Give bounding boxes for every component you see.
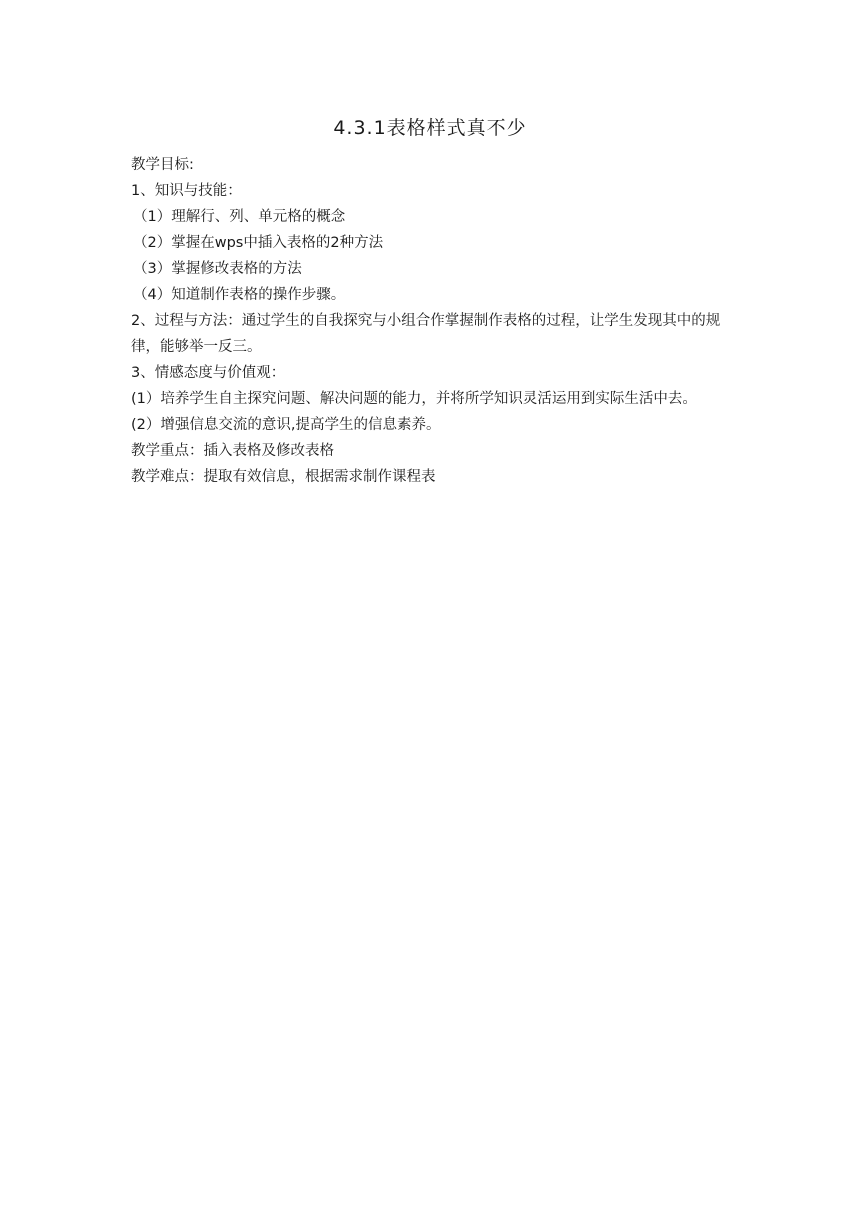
knowledge-item-2: （2）掌握在wps中插入表格的2种方法 xyxy=(133,235,384,251)
teaching-difficulty: 教学难点：提取有效信息，根据需求制作课程表 xyxy=(131,469,436,485)
document-body xyxy=(131,152,743,490)
attitude-values-heading: 3、情感态度与价值观： xyxy=(131,365,286,381)
attitude-item-1: (1）培养学生自主探究问题、解决问题的能力，并将所学知识灵活运用到实际生活中去。 xyxy=(131,391,697,407)
knowledge-item-3: （3）掌握修改表格的方法 xyxy=(133,261,302,277)
document-title: 4.3.1表格样式真不少 xyxy=(333,117,527,139)
attitude-item-2: (2）增强信息交流的意识,提高学生的信息素养。 xyxy=(131,417,441,433)
knowledge-item-4: （4）知道制作表格的操作步骤。 xyxy=(133,287,346,303)
process-method-paragraph: 2、过程与方法：通过学生的自我探究与小组合作掌握制作表格的过程，让学生发现其中的规律，能够举一反三。 xyxy=(131,313,721,355)
knowledge-item-1: （1）理解行、列、单元格的概念 xyxy=(133,209,346,225)
teaching-goals-heading: 教学目标: xyxy=(131,157,194,173)
teaching-key-point: 教学重点：插入表格及修改表格 xyxy=(131,443,334,459)
knowledge-skills-heading: 1、知识与技能： xyxy=(131,183,242,199)
